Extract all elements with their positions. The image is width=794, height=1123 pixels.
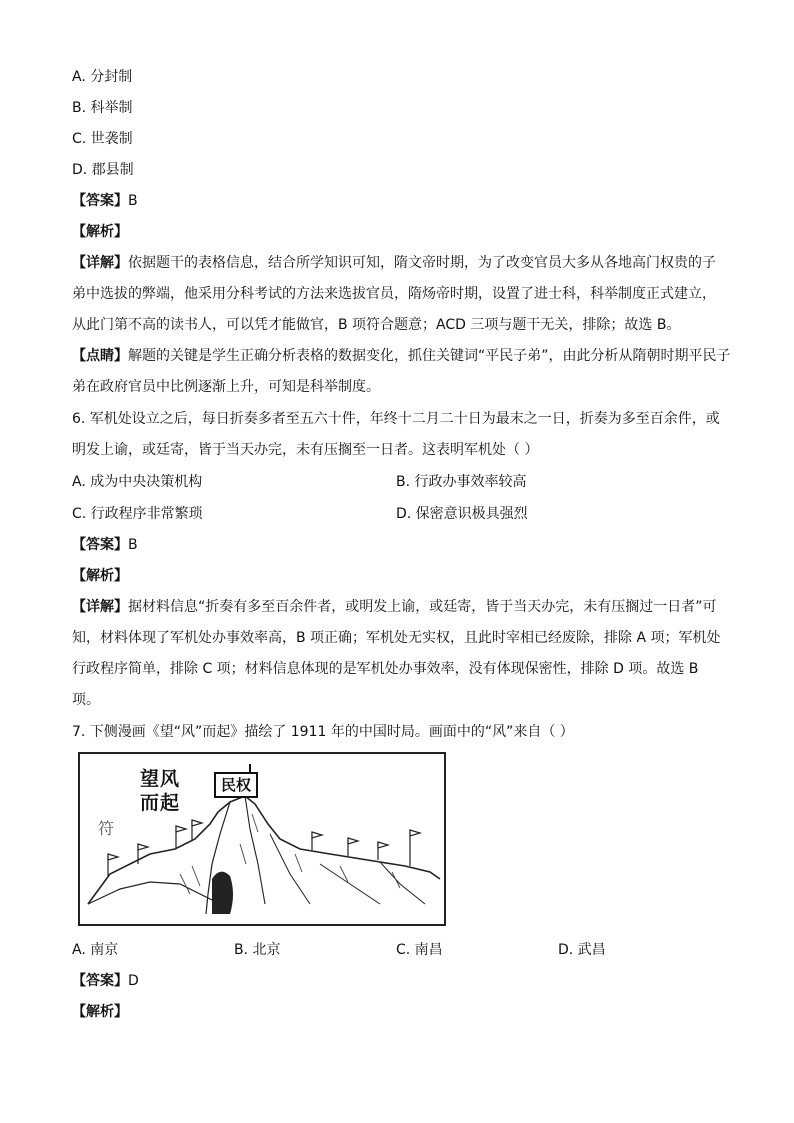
cartoon-drawing [80,754,444,924]
q5-analysis-label: 【解析】 [72,224,128,240]
q5-tip-line: 【点睛】解题的关键是学生正确分析表格的数据变化，抓住关键词“平民子弟”，由此分析从隋朝时期平民子 [72,348,731,364]
q6-option-b: B. 行政办事效率较高 [396,474,527,490]
q5-option-b: B. 科举制 [72,100,133,116]
q6-analysis-label: 【解析】 [72,568,128,584]
q6-detail-line: 行政程序简单，排除 C 项；材料信息体现的是军机处办事效率，没有体现保密性，排除 D 项。故选 B [72,661,699,677]
q6-stem-line: 明发上谕，或廷寄，皆于当天办完，未有压搁至一日者。这表明军机处（ ） [72,442,539,458]
q5-detail-line: 从此门第不高的读书人，可以凭才能做官，B 项符合题意；ACD 三项与题干无关，排除；故选 B。 [72,317,681,333]
q6-option-c: C. 行政程序非常繁琐 [72,506,203,522]
q6-option-d: D. 保密意识极具强烈 [396,506,528,522]
cartoon-seal: 符 [98,819,115,838]
q5-option-c: C. 世袭制 [72,131,133,147]
q5-detail-line: 【详解】依据题干的表格信息，结合所学知识可知，隋文帝时期，为了改变官员大多从各地高门权贵的子 [72,255,716,271]
cartoon-title-line1: 望风 [140,768,181,790]
q6-answer: 【答案】B [72,537,138,553]
q6-stem-line: 6. 军机处设立之后，每日折奏多者至五六十件，年终十二月二十日为最末之一日，折奏为多至百余件，或 [72,411,720,427]
q5-option-d: D. 郡县制 [72,162,134,178]
q5-detail-line: 弟中选拔的弊端，他采用分科考试的方法来选拔官员，隋炀帝时期，设置了进士科，科举制度正式建立， [72,286,716,302]
cartoon-title-line2: 而起 [140,792,181,814]
q7-stem: 7. 下侧漫画《望“风”而起》描绘了 1911 年的中国时局。画面中的“风”来自（ ） [72,724,574,740]
q6-detail-line: 【详解】据材料信息“折奏有多至百余件者，或明发上谕，或廷寄，皆于当天办完，未有压搁过一日者”可 [72,599,717,615]
q7-analysis-label: 【解析】 [72,1004,128,1020]
q5-option-a: A. 分封制 [72,69,133,85]
q6-detail-line: 项。 [72,692,100,708]
q7-option-c: C. 南昌 [396,942,443,958]
q7-answer: 【答案】D [72,973,139,989]
q7-option-a: A. 南京 [72,942,119,958]
q7-cartoon-image [78,752,446,926]
q5-tip-line: 弟在政府官员中比例逐渐上升，可知是科举制度。 [72,379,380,395]
q6-option-a: A. 成为中央决策机构 [72,474,203,490]
q7-option-d: D. 武昌 [558,942,606,958]
q5-answer: 【答案】B [72,193,138,209]
q6-detail-line: 知，材料体现了军机处办事效率高，B 项正确；军机处无实权，且此时宰相已经废除，排除 A 项；军机处 [72,630,721,646]
cartoon-sign: 民权 [214,772,258,798]
q7-option-b: B. 北京 [234,942,281,958]
